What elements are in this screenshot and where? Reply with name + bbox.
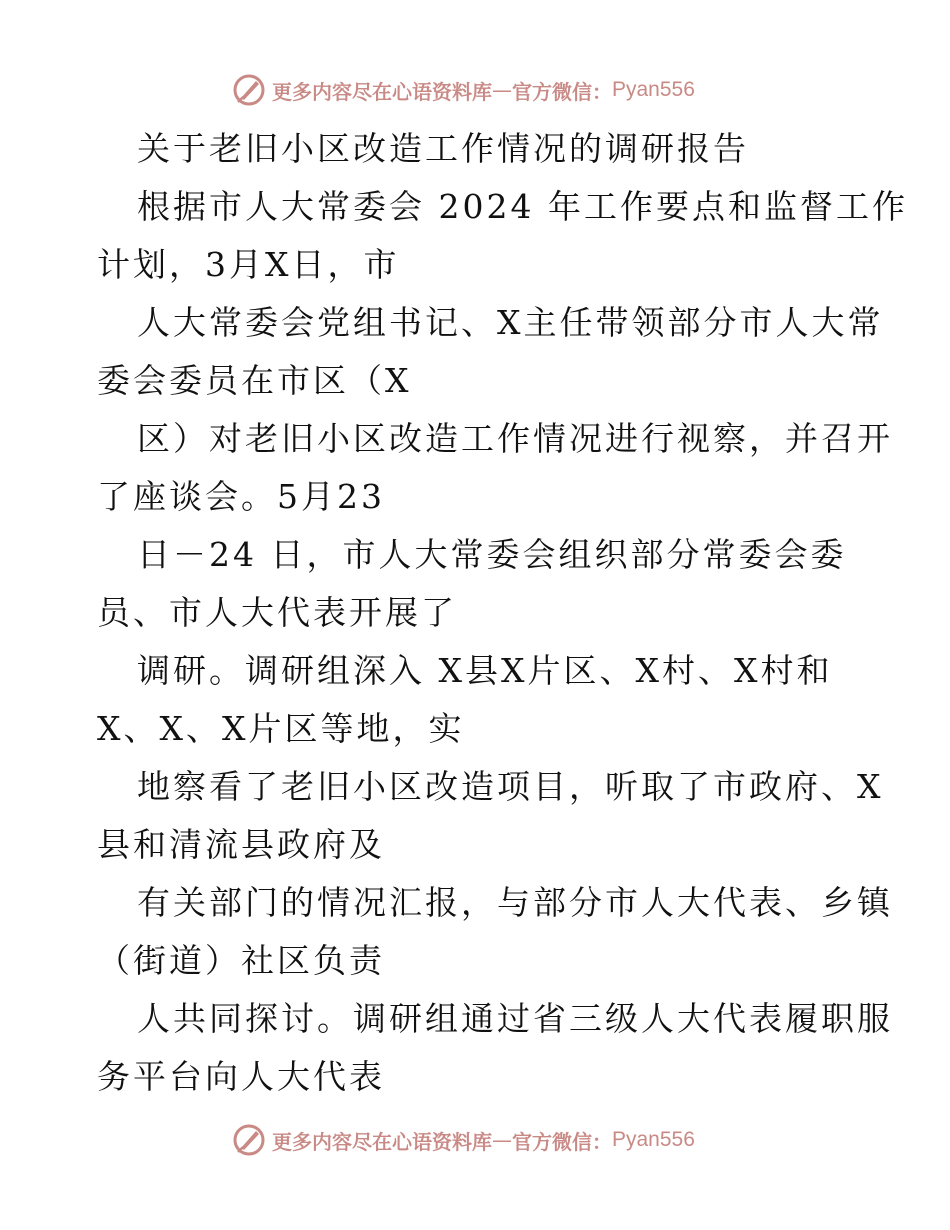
paragraph-line: 区）对老旧小区改造工作情况进行视察，并召开 [137,419,893,458]
quill-logo-icon [232,1123,266,1157]
paragraph-line: （街道）社区负责 [97,941,385,980]
header-watermark [232,70,695,110]
paragraph-line: 县和清流县政府及 [97,825,385,864]
paragraph-line: 有关部门的情况汇报，与部分市人大代表、乡镇 [137,883,893,922]
watermark-wechat-id: Pyan556 [612,78,695,101]
paragraph-line: 人大常委会党组书记、X主任带领部分市人大常 [137,303,884,342]
paragraph-line: 日－24 日，市人大常委会组织部分常委会委 [137,535,847,574]
document-body [97,120,908,1106]
paragraph-line: 员、市人大代表开展了 [97,593,457,632]
watermark-wechat-label: 官方微信： [512,79,612,104]
paragraph-line: 地察看了老旧小区改造项目，听取了市政府、X [137,767,884,806]
watermark-separator: — [492,78,512,102]
paragraph-line: 根据市人大常委会 2024 年工作要点和监督工作 [137,187,908,226]
watermark-wechat-id: Pyan556 [612,1128,695,1151]
paragraph-line: 委会委员在市区（X [97,361,412,400]
footer-watermark [232,1120,695,1160]
paragraph-line: 务平台向人大代表 [97,1057,385,1096]
watermark-main-text: 更多内容尽在心语资料库 [272,1129,492,1154]
paragraph-line: 计划，3月X日，市 [97,245,400,284]
document-title: 关于老旧小区改造工作情况的调研报告 [137,129,749,168]
watermark-main-text: 更多内容尽在心语资料库 [272,79,492,104]
watermark-wechat-label: 官方微信： [512,1129,612,1154]
paragraph-line: 了座谈会。5月23 [97,477,385,516]
quill-logo-icon [232,73,266,107]
watermark-separator: — [492,1128,512,1152]
paragraph-line: X、X、X片区等地，实 [97,709,465,748]
paragraph-line: 人共同探讨。调研组通过省三级人大代表履职服 [137,999,893,1038]
paragraph-line: 调研。调研组深入 X县X片区、X村、X村和 [137,651,833,690]
